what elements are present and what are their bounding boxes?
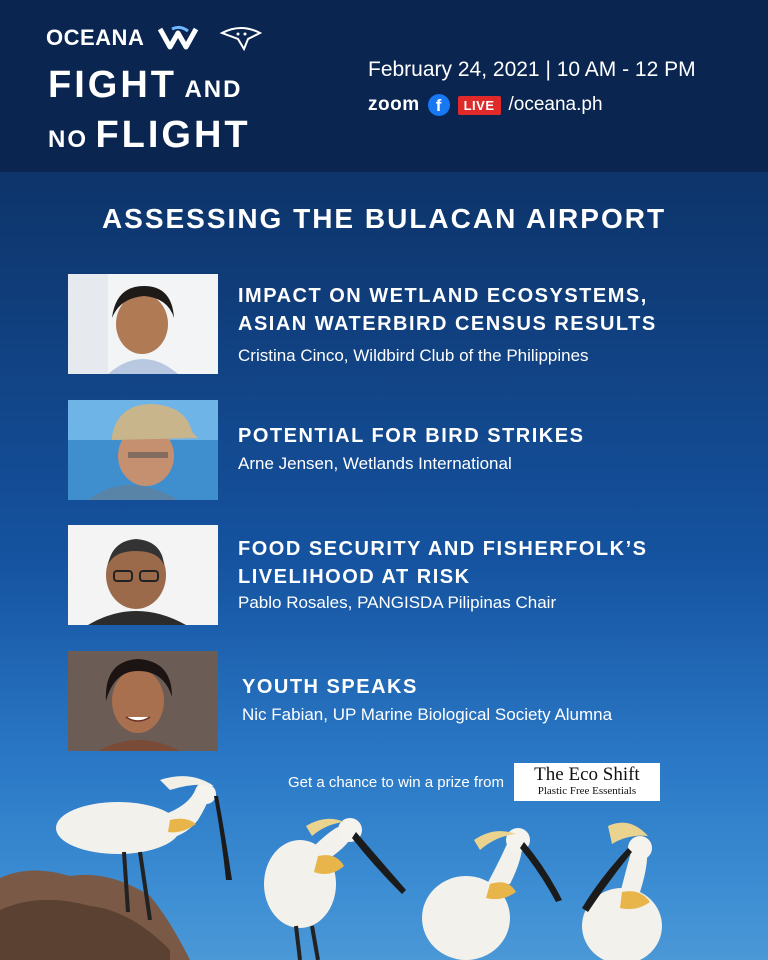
speaker-photo <box>68 400 218 500</box>
facebook-icon: f <box>428 94 450 116</box>
streaming-platforms <box>368 92 603 118</box>
title-and: AND <box>184 76 243 103</box>
facebook-handle: /oceana.ph <box>508 94 603 115</box>
title-flight: FLIGHT <box>95 114 251 156</box>
talk-topic: IMPACT ON WETLAND ECOSYSTEMS, ASIAN WATERBIRD CENSUS RESULTS <box>238 285 657 335</box>
header-band <box>0 0 768 172</box>
zoom-logo: zoom <box>368 94 420 115</box>
speaker-name: Pablo Rosales, PANGISDA Pilipinas Chair <box>238 593 557 612</box>
live-badge: LIVE <box>458 96 501 115</box>
speaker-photo <box>68 525 218 625</box>
talk-topic: POTENTIAL FOR BIRD STRIKES <box>238 425 585 447</box>
oceana-logo: OCEANA <box>46 25 145 50</box>
event-date: February 24, 2021 | 10 AM - 12 PM <box>368 58 696 81</box>
event-title <box>48 64 251 164</box>
speaker-name: Arne Jensen, Wetlands International <box>238 454 512 473</box>
title-no: NO <box>48 126 88 153</box>
speaker-row <box>68 651 728 751</box>
wave-logo-icon <box>158 25 204 51</box>
talk-topic: YOUTH SPEAKS <box>242 676 418 698</box>
section-title: ASSESSING THE BULACAN AIRPORT <box>101 203 667 234</box>
sponsor-logo <box>514 763 660 801</box>
speaker-name: Nic Fabian, UP Marine Biological Society Alumna <box>242 705 613 724</box>
speaker-name: Cristina Cinco, Wildbird Club of the Philippines <box>238 346 589 365</box>
talk-topic: FOOD SECURITY AND FISHERFOLK’S LIVELIHOOD AT RISK <box>238 538 648 588</box>
sponsor-name: The Eco Shift <box>534 764 640 785</box>
speaker-row <box>68 400 728 500</box>
speaker-photo <box>68 274 218 374</box>
sponsor-tagline: Plastic Free Essentials <box>537 785 637 797</box>
prize-callout <box>288 764 660 800</box>
manta-ray-logo-icon <box>218 25 264 51</box>
speaker-row <box>68 525 728 625</box>
speaker-row <box>68 274 728 374</box>
prize-text: Get a chance to win a prize from <box>288 773 504 791</box>
title-fight: FIGHT <box>48 64 177 106</box>
speaker-photo <box>68 651 218 751</box>
partner-logos <box>46 24 264 52</box>
